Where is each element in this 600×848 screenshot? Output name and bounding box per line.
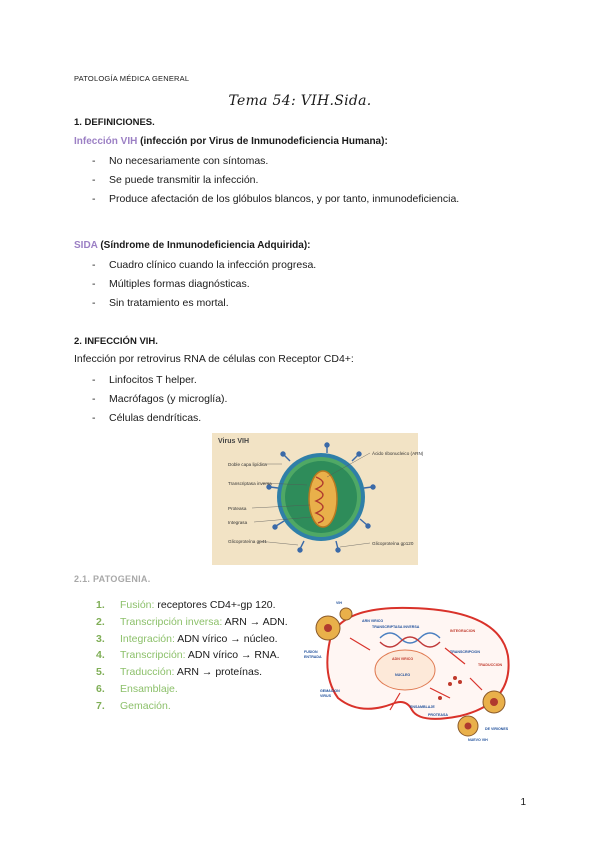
list-item: - Se puede transmitir la infección. xyxy=(74,171,526,190)
section-heading-definiciones: 1. DEFINICIONES. xyxy=(74,117,155,128)
cycle-label: INTEGRACION xyxy=(450,629,476,633)
cycle-label: NUEVO VIH xyxy=(468,738,488,742)
list-item: - Macrófagos (y microglía). xyxy=(74,390,526,409)
cycle-label: PROTEASA xyxy=(428,713,448,717)
vih-definition-title xyxy=(74,136,388,147)
section-intro: Infección por retrovirus RNA de células con Receptor CD4+: xyxy=(74,353,354,365)
cycle-label: VIRUS xyxy=(320,694,331,698)
cycle-label: ENSAMBLAJE xyxy=(410,705,435,709)
label-gp120: Glicoproteína gp120 xyxy=(372,541,414,546)
label-integrasa: Integrasa xyxy=(228,520,248,525)
label-doble-capa: Doble capa lipídica xyxy=(228,462,267,467)
vih-list xyxy=(74,152,526,210)
vih-term: Infección VIH xyxy=(74,136,138,147)
cycle-label: ENTRADA xyxy=(304,655,322,659)
sida-term-expansion: (Síndrome de Inmunodeficiencia Adquirida): xyxy=(100,240,311,251)
cycle-label: DE VIRIONES xyxy=(485,727,509,731)
list-item: 7. Gemación. xyxy=(96,699,171,712)
list-item: - Linfocitos T helper. xyxy=(74,371,526,390)
figure-title: Virus VIH xyxy=(218,438,249,445)
list-item: - Células dendríticas. xyxy=(74,409,526,428)
label-gp41: Glicoproteína gp41 xyxy=(228,539,267,544)
sida-list xyxy=(74,256,526,314)
cycle-label: ADN VIRICO xyxy=(392,657,414,661)
list-item: - Produce afectación de los glóbulos blancos, y por tanto, inmunodeficiencia. xyxy=(74,190,526,209)
list-item: 3. Integración: ADN vírico → núcleo. xyxy=(96,632,278,645)
cell-list xyxy=(74,371,526,429)
vih-replication-cycle-diagram xyxy=(300,598,525,746)
page-title: Tema 54: VIH.Sida. xyxy=(228,93,372,109)
vih-virus-diagram xyxy=(212,433,424,565)
list-item: 6. Ensamblaje. xyxy=(96,682,178,695)
list-item: - Sin tratamiento es mortal. xyxy=(74,294,526,313)
list-item: - Múltiples formas diagnósticas. xyxy=(74,275,526,294)
list-item: 2. Transcripción inversa: ARN → ADN. xyxy=(96,615,288,628)
list-item: 1. Fusión: receptores CD4+-gp 120. xyxy=(96,599,276,611)
page-number: 1 xyxy=(520,797,526,808)
cycle-label: NUCLEO xyxy=(395,673,411,677)
cycle-label: FUSION xyxy=(304,650,318,654)
list-item: - No necesariamente con síntomas. xyxy=(74,152,526,171)
list-item: - Cuadro clínico cuando la infección progresa. xyxy=(74,256,526,275)
sida-term: SIDA xyxy=(74,240,98,251)
label-arn: Ácido ribonucleico (ARN) xyxy=(372,451,424,456)
cycle-label: TRANSCRIPTASA INVERSA xyxy=(372,625,420,629)
cycle-label: TRADUCCION xyxy=(478,663,503,667)
vih-term-expansion: (infección por Virus de Inmunodeficiencia Humana): xyxy=(140,136,388,147)
patogenia-steps xyxy=(96,597,296,715)
label-transcriptasa: Transcriptasa inversa xyxy=(228,481,272,486)
label-proteasa: Proteasa xyxy=(228,506,247,511)
list-item: 5. Traducción: ARN → proteínas. xyxy=(96,666,263,679)
sida-definition-title xyxy=(74,240,311,251)
cycle-label: GEMACION xyxy=(320,689,340,693)
list-item: 4. Transcripción: ADN vírico → RNA. xyxy=(96,649,280,662)
section-heading-infeccion: 2. INFECCIÓN VIH. xyxy=(74,336,158,347)
cycle-label: ARN VIRICO xyxy=(362,619,384,623)
running-header: PATOLOGÍA MÉDICA GENERAL xyxy=(74,74,190,83)
subsection-heading-patogenia: 2.1. PATOGENIA. xyxy=(74,574,151,584)
cycle-label: TRANSCRIPCION xyxy=(450,650,480,654)
cycle-label: VIH xyxy=(336,601,342,605)
